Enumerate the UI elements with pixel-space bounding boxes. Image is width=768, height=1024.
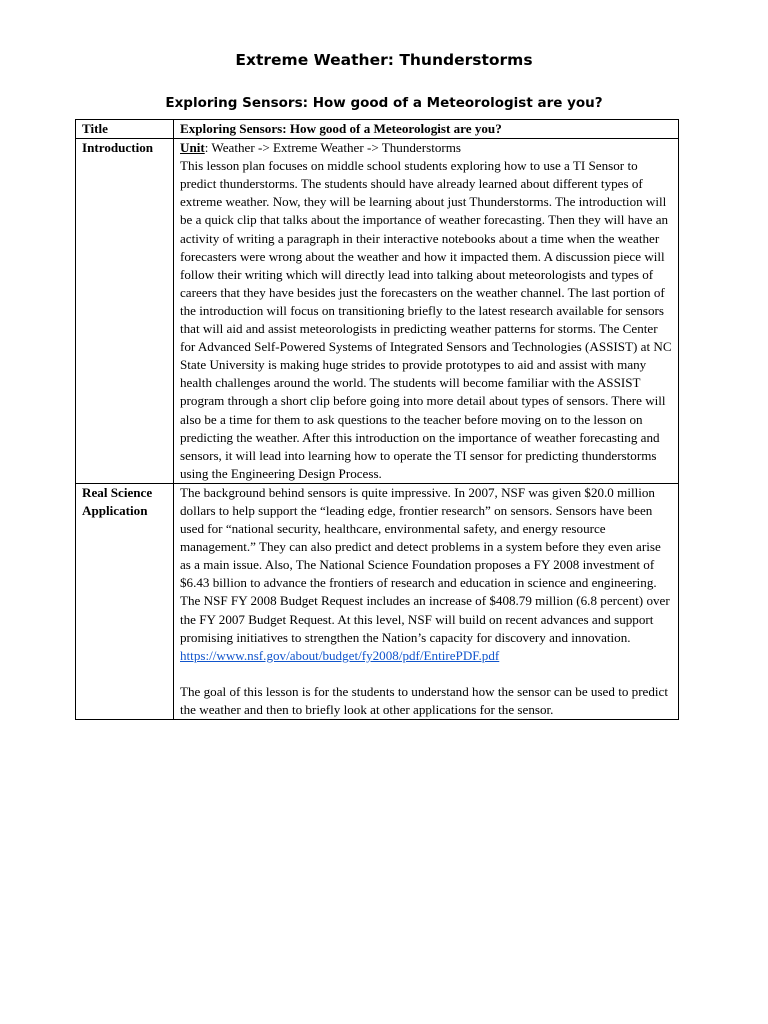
- row-content-cell: [174, 483, 679, 719]
- paragraph-gap: [180, 665, 673, 683]
- table-row-introduction: [76, 139, 679, 484]
- unit-value: : Weather -> Extreme Weather -> Thunderstorms: [204, 140, 462, 156]
- unit-label: Unit: [180, 140, 205, 156]
- introduction-body: This lesson plan focuses on middle school students exploring how to use a TI Sensor to predict thunderstorms. The students should have already learned about different types of extreme weather. Now, they will be learning about just Thunderstorms. The introduction will be a quick clip that talks about the importance of weather forecasting. Then they will have an activity of writing a paragraph in their interactive notebooks about a time when the weather forecasters were wrong about the weather and how it impacted them. A discussion piece will follow their writing which will directly lead into talking about meteorologists and types of careers that they have besides just the forecasters on the weather channel. The last portion of the introduction will focus on transitioning briefly to the latest research available for sensors that will aid and assist meteorologists in predicting weather patterns for storms. The Center for Advanced Self-Powered Systems of Integrated Sensors and Technologies (ASSIST) at NC State University is making huge strides to provide prototypes to aid and assist with many health challenges around the world. The students will become familiar with the ASSIST program through a short clip before going into more detail about types of sensors. There will also be a time for them to ask questions to the teacher before moving on to the lesson on predicting the weather. After this introduction on the importance of weather forecasting and sensors, it will lead into learning how to operate the TI sensor for predicting thunderstorms using the Engineering Design Process.: [180, 158, 672, 481]
- lesson-plan-table: [75, 119, 679, 720]
- lesson-goal: The goal of this lesson is for the students to understand how the sensor can be used to predict the weather and then to briefly look at other applications for the sensor.: [180, 683, 669, 717]
- row-label-cell: [76, 139, 174, 484]
- table-row-real-science: [76, 483, 679, 719]
- table-row-title: [76, 120, 679, 139]
- row-label-cell: [76, 483, 174, 719]
- row-label-real-science-line1: Real Science: [82, 484, 153, 500]
- real-science-body: The background behind sensors is quite impressive. In 2007, NSF was given $20.0 million dollars to help support the “leading edge, frontier research” on sensors. Sensors have been used for “national security, healthcare, environmental safety, and energy resource management.” They can also predict and detect problems in a system before they even arise as a main issue. Also, The National Science Foundation proposes a FY 2008 investment of $6.43 billion to advance the frontiers of research and education in science and engineering. The NSF FY 2008 Budget Request includes an increase of $408.79 million (6.8 percent) over the FY 2007 Budget Request. At this level, NSF will build on recent advances and support promising initiatives to strengthen the Nation’s capacity for discovery and innovation.: [180, 484, 670, 645]
- unit-line: [180, 139, 673, 157]
- lesson-title-value: Exploring Sensors: How good of a Meteorologist are you?: [180, 121, 502, 136]
- row-label-title: Title: [82, 121, 108, 136]
- row-label-introduction: Introduction: [82, 140, 154, 156]
- row-content-cell: [174, 120, 679, 139]
- row-content-cell: [174, 139, 679, 484]
- row-label-cell: [76, 120, 174, 139]
- nsf-budget-link[interactable]: https://www.nsf.gov/about/budget/fy2008/pdf/EntirePDF.pdf: [180, 647, 500, 663]
- document-title: Extreme Weather: Thunderstorms: [235, 51, 533, 69]
- row-label-real-science-line2: Application: [82, 502, 148, 518]
- document-subtitle: Exploring Sensors: How good of a Meteorologist are you?: [165, 95, 603, 111]
